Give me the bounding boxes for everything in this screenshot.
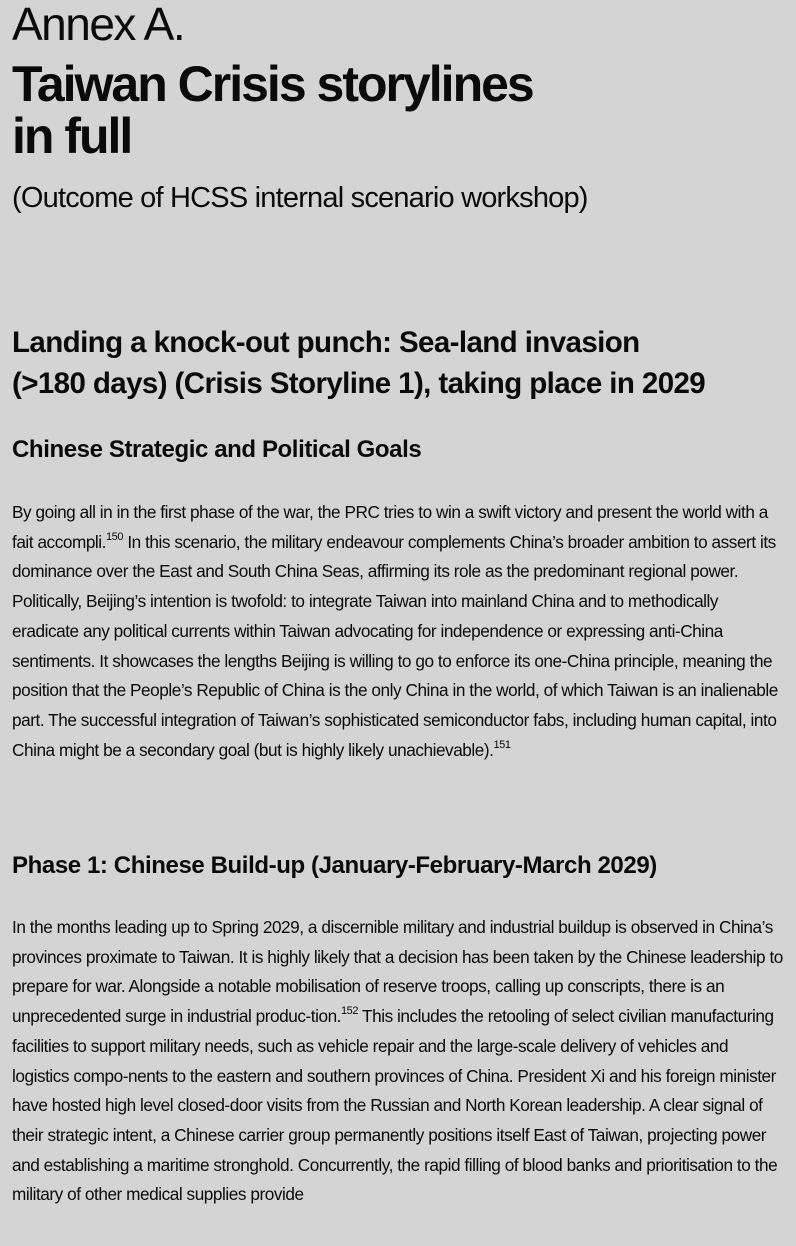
footnote-150[interactable]: 150 <box>106 530 124 543</box>
title-line-2: in full <box>12 108 132 164</box>
page-subtitle: (Outcome of HCSS internal scenario workshop) <box>12 182 588 214</box>
phase1-text-b: This includes the retooling of select civilian manufacturing facilities to support military needs, such as vehicle repair and the large-scale delivery of vehicles and logistics compo-nents to the eastern and southern provinces of China. President Xi and his foreign minister have hosted high level closed-door visits from the Russian and North Korean leadership. A clear signal of their strategic intent, a Chinese carrier group permanently positions itself East of Taiwan, projecting power and establishing a maritime stronghold. Concurrently, the rapid filling of blood banks and prioritisation to the military of other medical supplies provide <box>12 1006 778 1205</box>
footnote-152[interactable]: 152 <box>341 1005 359 1018</box>
section-title-line-1: Landing a knock-out punch: Sea-land invasion <box>12 326 640 359</box>
phase1-text-a: In the months leading up to Spring 2029, a discernible military and industrial buildup is observed in China’s provinces proximate to Taiwan. It is highly likely that a decision has been taken by the Chinese leadership to prepare for war. Alongside a notable mobilisation of reserve troops, calling up conscripts, there is an unprecedented surge in industrial produc-tion. <box>12 917 783 1027</box>
footnote-151[interactable]: 151 <box>493 738 511 751</box>
phase1-paragraph <box>12 913 788 1210</box>
goals-text-a: By going all in in the first phase of the war, the PRC tries to win a swift victory and present the world with a fait accompli. <box>12 502 768 552</box>
document-page <box>12 0 792 1205</box>
annex-label: Annex A. <box>12 0 185 50</box>
phase1-heading: Phase 1: Chinese Build-up (January-February-March 2029) <box>12 852 657 879</box>
page-title <box>12 58 792 162</box>
goals-heading: Chinese Strategic and Political Goals <box>12 436 422 463</box>
title-line-1: Taiwan Crisis storylines <box>12 56 533 112</box>
section-title <box>12 322 796 404</box>
goals-text-b: In this scenario, the military endeavour complements China’s broader ambition to assert its dominance over the East and South China Seas, affirming its role as the predominant regional power. Politically, Beijing’s intention is twofold: to integrate Taiwan into mainland China and to methodically eradicate any political currents within Taiwan advocating for independence or expressing anti-China sentiments. It showcases the lengths Beijing is willing to go to enforce its one-China principle, meaning the position that the People’s Republic of China is the only China in the world, of which Taiwan is an inalienable part. The successful integration of Taiwan’s sophisticated semiconductor fabs, including human capital, into China might be a secondary goal (but is highly likely unachievable). <box>12 531 778 760</box>
section-title-line-2: (>180 days) (Crisis Storyline 1), taking place in 2029 <box>12 367 706 400</box>
goals-paragraph <box>12 498 788 765</box>
